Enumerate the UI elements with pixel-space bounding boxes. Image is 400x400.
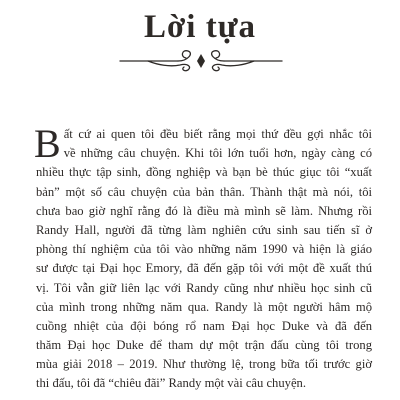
text-line: của mình trong những năm qua. Randy là một người hâm mộ: [36, 299, 372, 314]
text-line: về những câu chuyện. Khi tôi lớn tuổi hơn, ngày càng có: [63, 146, 372, 161]
page-title: Lời tựa: [144, 9, 256, 45]
text-line: nhiều thực tập sinh, đồng nghiệp và bạn bè thúc giục tôi “xuất: [36, 165, 372, 180]
text-line: bản” một số câu chuyện của bản thân. Thành thật mà nói, tôi: [36, 184, 372, 199]
text-line: vị. Tôi vẫn giữ liên lạc với Randy cũng như nhiều học sinh cũ: [36, 280, 372, 295]
text-line: cuồng nhiệt của đội bóng rổ nam Đại học Duke và đã đến: [36, 318, 372, 333]
drop-cap: B: [34, 121, 61, 166]
text-line: chưa bao giờ nghĩ rằng đó là điều mà mình sẽ làm. Nhưng rồi: [36, 203, 372, 218]
text-line: thăm Đại học Duke để tham dự một trận đấu cùng tôi trong: [36, 338, 372, 353]
flourish-divider-icon: [118, 48, 284, 74]
text-line: thi đấu, tôi đã “chiêu đãi” Randy một vài câu chuyện.: [36, 376, 306, 391]
text-line: phòng thí nghiệm của tôi vào những năm 1990 và hiện là giáo: [36, 242, 372, 257]
text-line: ất cứ ai quen tôi đều biết rằng mọi thứ đều gợi nhắc tôi: [63, 127, 372, 141]
preface-paragraph: [34, 121, 372, 394]
text-line: Randy Hall, người đã từng làm nghiên cứu sinh sau tiến sĩ ở: [36, 222, 372, 237]
text-line: sư được tại Đại học Emory, đã đến gặp tôi với một đề xuất thú: [36, 261, 372, 276]
preface-body: [34, 121, 372, 394]
text-line: mùa giải 2018 – 2019. Như thường lệ, trong bữa tối trước giờ: [36, 357, 372, 372]
